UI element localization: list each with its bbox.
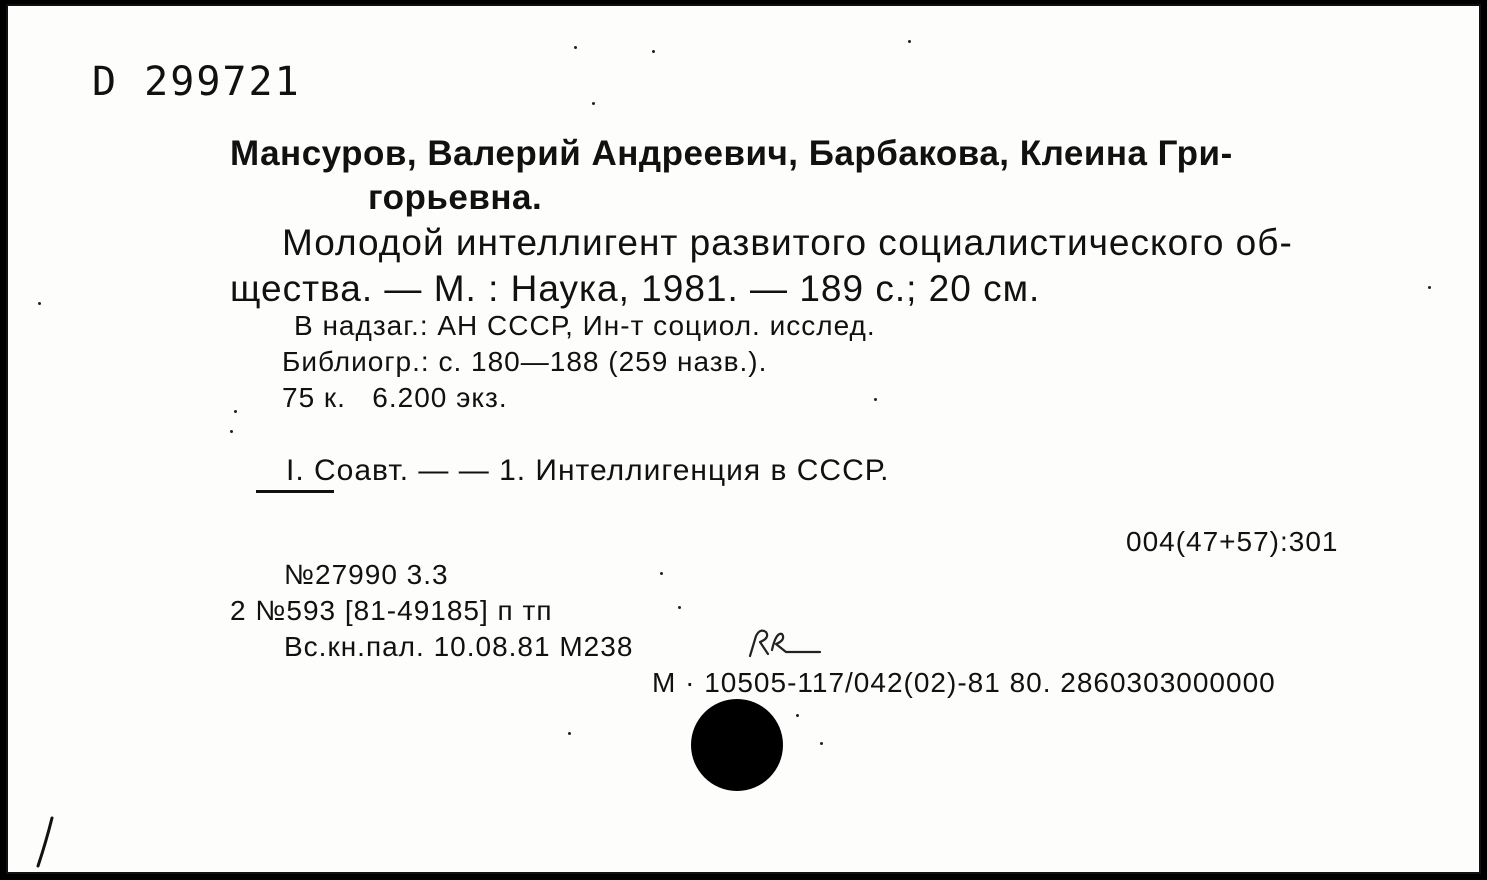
code-line: М · 10505-117/042(02)-81 80. 2860303000000 — [652, 667, 1276, 698]
speck — [38, 302, 41, 305]
authors-line-2: горьевна. — [368, 178, 543, 217]
speck — [230, 430, 233, 433]
title-line-1: Молодой интеллигент развитого социалистического об- — [282, 222, 1293, 263]
speck — [660, 572, 663, 575]
speck — [1428, 286, 1431, 289]
speck — [874, 398, 877, 401]
authors-line-1: Мансуров, Валерий Андреевич, Барбакова, Клеина Гри- — [230, 134, 1233, 173]
speck — [234, 410, 237, 413]
tracings: I. Соавт. — — 1. Интеллигенция в СССР. — [286, 454, 890, 487]
speck — [592, 102, 595, 105]
note-header: В надзаг.: АН СССР, Ин-т социол. исслед. — [294, 310, 876, 341]
speck — [568, 732, 571, 735]
note-price: 75 к. 6.200 экз. — [282, 382, 508, 413]
speck — [652, 50, 655, 53]
order-line: 2 №593 [81-49185] п тп — [230, 595, 553, 626]
pen-slash-icon — [30, 814, 60, 870]
note-bibliography: Библиогр.: с. 180—188 (259 назв.). — [282, 346, 768, 377]
call-number: D 299721 — [92, 59, 301, 105]
punch-hole-icon — [691, 699, 783, 791]
speck — [796, 714, 799, 717]
udc-index: 004(47+57):301 — [1126, 526, 1339, 557]
catalog-card — [6, 4, 1481, 874]
speck — [820, 742, 823, 745]
handwritten-initials — [746, 622, 826, 664]
chamber-line: Вс.кн.пал. 10.08.81 М238 — [284, 631, 634, 662]
tracing-underline — [256, 490, 334, 493]
speck — [908, 40, 911, 43]
title-line-2: щества. — М. : Наука, 1981. — 189 с.; 20 см. — [230, 268, 1041, 309]
record-number: №27990 3.3 — [284, 559, 449, 590]
speck — [678, 606, 681, 609]
speck — [574, 46, 577, 49]
